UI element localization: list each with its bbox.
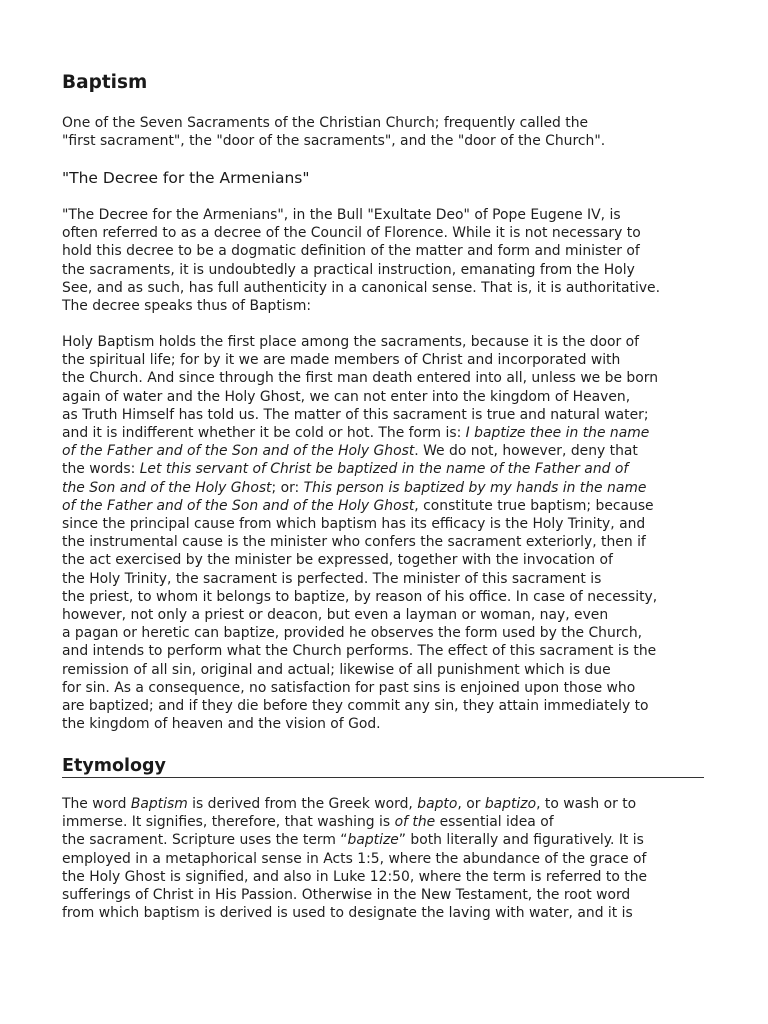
text-run: the kingdom of heaven and the vision of God. bbox=[62, 716, 381, 733]
text-run: the priest, to whom it belongs to baptize, by reason of his office. In case of necessity, bbox=[62, 588, 658, 605]
decree-quote-line bbox=[62, 588, 708, 606]
text-run: essential idea of bbox=[435, 814, 554, 831]
text-run: again of water and the Holy Ghost, we can not enter into the kingdom of Heaven, bbox=[62, 388, 631, 405]
text-run: the act exercised by the minister be expressed, together with the invocation of bbox=[62, 552, 613, 569]
text-run: the words: bbox=[62, 461, 140, 478]
decree-intro-line: The decree speaks thus of Baptism: bbox=[62, 298, 312, 315]
decree-intro-line: "The Decree for the Armenians", in the Bull "Exultate Deo" of Pope Eugene IV, is bbox=[62, 207, 621, 223]
decree-quote-line bbox=[62, 442, 708, 460]
page-title: Baptism bbox=[62, 72, 148, 93]
decree-quote-line bbox=[62, 388, 708, 406]
etymology-line bbox=[62, 795, 708, 813]
text-run: and it is indifferent whether it be cold or hot. The form is: bbox=[62, 425, 466, 442]
decree-quote-line bbox=[62, 661, 708, 679]
text-run: The word bbox=[62, 796, 131, 812]
decree-intro-line: hold this decree to be a dogmatic definition of the matter and form and minister of bbox=[62, 243, 640, 260]
decree-quote-line bbox=[62, 497, 708, 515]
italic-text: baptizo bbox=[484, 796, 537, 812]
text-run: and intends to perform what the Church performs. The effect of this sacrament is the bbox=[62, 643, 657, 660]
decree-quote-line bbox=[62, 351, 708, 369]
italic-text: Let this servant of Christ be baptized in the name of the Father and of bbox=[139, 461, 629, 478]
decree-quote-line bbox=[62, 715, 708, 733]
text-run: is derived from the Greek word, bbox=[187, 796, 418, 812]
text-run: , or bbox=[457, 796, 485, 812]
etymology-line bbox=[62, 886, 708, 904]
decree-quote-line bbox=[62, 624, 708, 642]
italic-text: This person is baptized by my hands in the name bbox=[303, 479, 647, 496]
intro-paragraph bbox=[62, 114, 708, 150]
italic-text: of the Father and of the Son and of the Holy Ghost bbox=[62, 497, 415, 514]
text-run: the instrumental cause is the minister who confers the sacrament exteriorly, then if bbox=[62, 534, 646, 551]
italic-text: bapto bbox=[417, 796, 458, 812]
decree-quote-line bbox=[62, 424, 708, 442]
decree-intro-paragraph bbox=[62, 206, 708, 315]
decree-quote-line bbox=[62, 697, 708, 715]
italic-text: the Son and of the Holy Ghost bbox=[62, 479, 272, 496]
text-run: immerse. It signifies, therefore, that washing is bbox=[62, 814, 395, 831]
decree-quote-line bbox=[62, 460, 708, 478]
italic-text: baptize bbox=[347, 832, 399, 849]
etymology-line bbox=[62, 868, 708, 886]
decree-quote-line bbox=[62, 642, 708, 660]
text-run: a pagan or heretic can baptize, provided he observes the form used by the Church, bbox=[62, 625, 643, 642]
text-run: the spiritual life; for by it we are made members of Christ and incorporated with bbox=[62, 352, 621, 369]
etymology-heading: Etymology bbox=[62, 756, 704, 778]
decree-quote-line bbox=[62, 369, 708, 387]
decree-quote-line bbox=[62, 479, 708, 497]
decree-intro-line: the sacraments, it is undoubtedly a practical instruction, emanating from the Holy bbox=[62, 261, 635, 278]
etymology-line bbox=[62, 831, 708, 849]
decree-quote-line bbox=[62, 606, 708, 624]
text-run: . We do not, however, deny that bbox=[414, 443, 638, 460]
decree-intro-line: often referred to as a decree of the Council of Florence. While it is not necessary to bbox=[62, 225, 641, 242]
intro-line: "first sacrament", the "door of the sacraments", and the "door of the Church". bbox=[62, 133, 606, 150]
italic-text: of the Father and of the Son and of the Holy Ghost bbox=[62, 443, 415, 460]
text-run: ” both literally and figuratively. It is bbox=[398, 832, 644, 849]
text-run: , constitute true baptism; because bbox=[414, 497, 654, 514]
etymology-line bbox=[62, 850, 708, 868]
italic-text: I baptize thee in the name bbox=[465, 425, 650, 442]
text-run: however, not only a priest or deacon, but even a layman or woman, nay, even bbox=[62, 607, 609, 624]
decree-quote-line bbox=[62, 333, 708, 351]
decree-quote-line bbox=[62, 515, 708, 533]
etymology-paragraph bbox=[62, 795, 708, 922]
text-run: the Holy Ghost is signified, and also in Luke 12:50, where the term is referred to the bbox=[62, 868, 648, 885]
text-run: from which baptism is derived is used to designate the laving with water, and it is bbox=[62, 905, 633, 922]
decree-intro-line: See, and as such, has full authenticity in a canonical sense. That is, it is authoritative. bbox=[62, 279, 661, 296]
decree-quote-line bbox=[62, 570, 708, 588]
text-run: employed in a metaphorical sense in Acts 1:5, where the abundance of the grace of bbox=[62, 850, 647, 867]
text-run: are baptized; and if they die before they commit any sin, they attain immediately to bbox=[62, 698, 649, 715]
etymology-line bbox=[62, 813, 708, 831]
decree-quote-line bbox=[62, 679, 708, 697]
decree-heading: "The Decree for the Armenians" bbox=[62, 169, 310, 187]
intro-line: One of the Seven Sacraments of the Christian Church; frequently called the bbox=[62, 115, 589, 131]
text-run: as Truth Himself has told us. The matter of this sacrament is true and natural water; bbox=[62, 406, 649, 423]
text-run: the Holy Trinity, the sacrament is perfected. The minister of this sacrament is bbox=[62, 570, 602, 587]
text-run: the Church. And since through the first man death entered into all, unless we be born bbox=[62, 370, 659, 387]
decree-quote-line bbox=[62, 551, 708, 569]
text-run: since the principal cause from which baptism has its efficacy is the Holy Trinity, and bbox=[62, 516, 646, 533]
text-run: remission of all sin, original and actual; likewise of all punishment which is due bbox=[62, 661, 611, 678]
text-run: ; or: bbox=[271, 479, 304, 496]
decree-quote-line bbox=[62, 533, 708, 551]
decree-quote-paragraph bbox=[62, 333, 708, 733]
text-run: Holy Baptism holds the first place among the sacraments, because it is the door of bbox=[62, 334, 640, 350]
text-run: sufferings of Christ in His Passion. Otherwise in the New Testament, the root word bbox=[62, 887, 631, 904]
text-run: , to wash or to bbox=[536, 796, 637, 812]
text-run: the sacrament. Scripture uses the term “ bbox=[62, 832, 348, 849]
text-run: for sin. As a consequence, no satisfaction for past sins is enjoined upon those who bbox=[62, 679, 636, 696]
italic-text: of the bbox=[394, 814, 436, 831]
italic-text: Baptism bbox=[130, 796, 188, 812]
decree-quote-line bbox=[62, 406, 708, 424]
etymology-line bbox=[62, 904, 708, 922]
